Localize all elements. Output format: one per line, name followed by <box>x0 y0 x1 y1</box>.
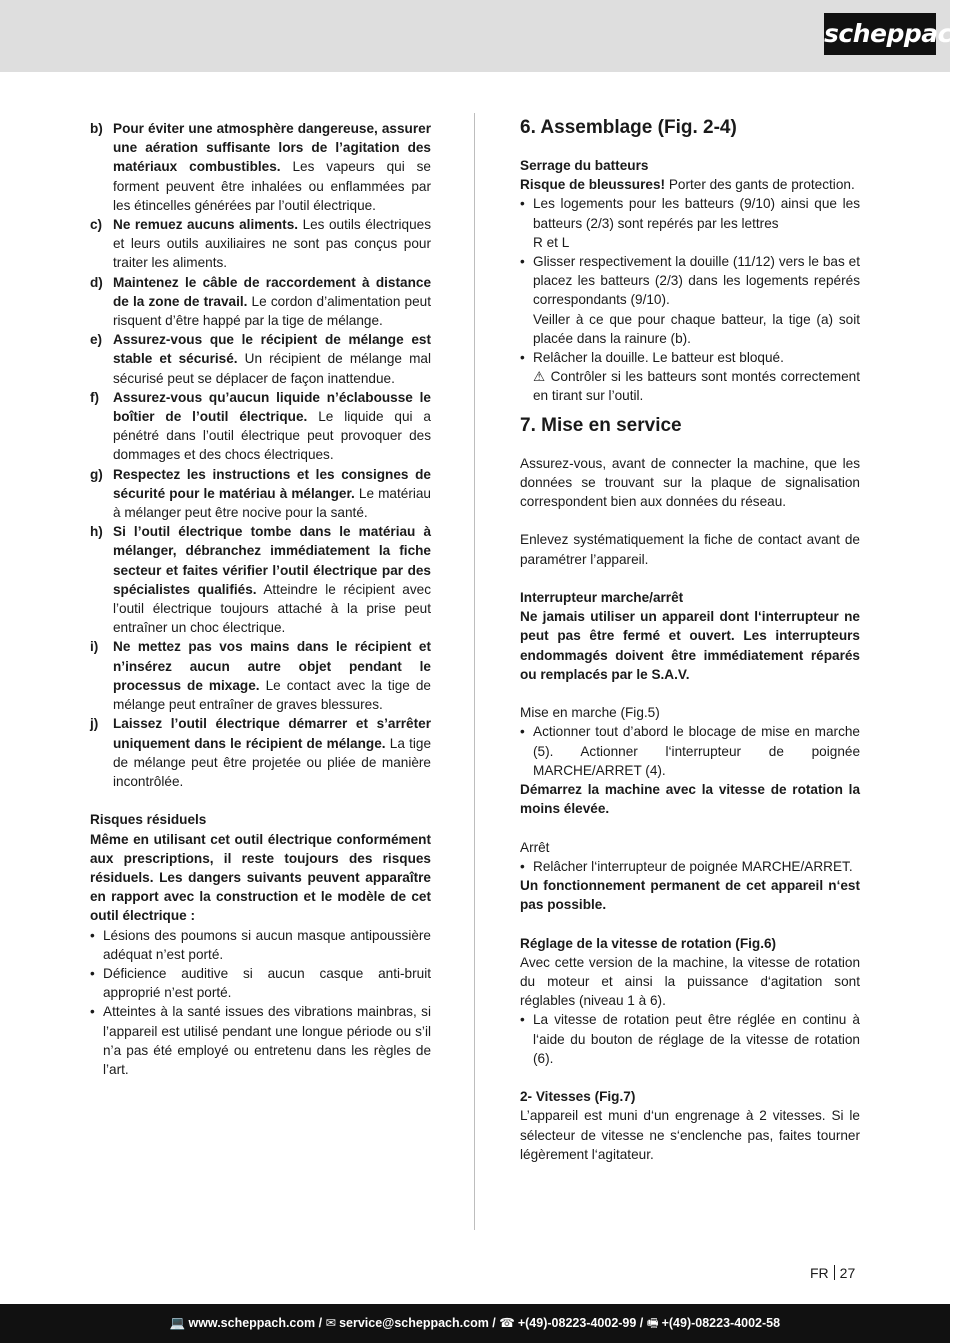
phone-number: +(49)-08223-4002-99 / <box>517 1316 644 1330</box>
fax-icon: 🖷 <box>646 1316 659 1330</box>
on-title: Mise en marche (Fig.5) <box>520 705 660 721</box>
s6-warning: Risque de bleussures! Porter des gants de protection. <box>520 177 855 193</box>
s6-subtitle: Serrage du batteurs <box>520 158 649 173</box>
column-divider <box>474 113 475 1230</box>
list-item: h) Si l’outil électrique tombe dans le matériau à mélanger, débranchez immédiatement la fiche secteur et faites vérifier l’outil électrique par des spécialistes qualifiés. Atteindre le récipient avec l’outil électrique toujours attaché à la prise peut entraîner un choc électrique. <box>90 524 432 636</box>
warning-icon-note: ⚠ Contrôler si les batteurs sont montés correctement en tirant sur l’outil. <box>533 369 860 404</box>
list-item: e) Assurez-vous que le récipient de mélange est stable et sécurisé. Un récipient de mélange mal sécurisé peut se déplacer de façon inattendue. <box>90 332 431 386</box>
speed-title: Réglage de la vitesse de rotation (Fig.6) <box>520 935 777 951</box>
list-item: • La vitesse de rotation peut être réglée en continu à l‘aide du bouton de réglage de la vitesse de rotation (6). <box>520 1012 860 1066</box>
section-6-heading: 6. Assemblage (Fig. 2-4) <box>520 117 737 138</box>
list-item: • Relâcher l‘interrupteur de poignée MARCHE/ARRET. <box>520 858 853 874</box>
residual-risks-intro: Même en utilisant cet outil électrique conformément aux prescriptions, il reste toujours des risques résiduels. Les dangers suivants peuvent apparaître en rapport avec la construction et le modèle de cet outil électrique : <box>90 831 431 924</box>
off-title: Arrêt <box>520 839 550 855</box>
off-note: Un fonctionnement permanent de cet appareil n‘est pas possible. <box>520 878 860 913</box>
switch-warning: Ne jamais utiliser un appareil dont l‘interrupteur ne peut pas être fermé et ouvert. Les interrupteurs endommagés doivent être immédiatement réparés ou remplacés par le S.A.V. <box>520 609 860 682</box>
list-item: • Les logements pour les batteurs (9/10) ainsi que les batteurs (2/3) sont repérés par les lettres R et L <box>520 196 860 250</box>
phone-icon: ☎ <box>499 1316 515 1330</box>
switch-title: Interrupteur marche/arrêt <box>520 590 684 606</box>
page-number: FR 27 <box>810 1265 856 1281</box>
s7-paragraph-1: Assurez-vous, avant de connecter la machine, que les données se trouvant sur la plaque de signalisation correspondent bien aux données du réseau. <box>520 455 860 510</box>
page-header <box>0 0 969 72</box>
list-item: d) Maintenez le câble de raccordement à distance de la zone de travail. Le cordon d’alimentation peut risquent d’être happé par la tige de mélange. <box>90 274 431 329</box>
fax-number: +(49)-08223-4002-58 <box>661 1316 781 1330</box>
list-item: • Atteintes à la santé issues des vibrations mainbras, si l’appareil est utilisé pendant une longue période ou s’il n’a pas été employé ou entretenu dans les règles de l’art. <box>90 1004 431 1077</box>
safety-list <box>90 119 431 791</box>
list-item: c) Ne remuez aucuns aliments. Les outils électriques et leurs outils auxiliaires ne sont pas conçus pour traiter les aliments. <box>90 217 431 271</box>
website-link[interactable]: www.scheppach.com / <box>188 1316 323 1330</box>
speed-paragraph: Avec cette version de la machine, la vitesse de rotation du moteur et ainsi la puissance d‘agitation sont réglables (niveau 1 à 6). <box>520 954 860 1009</box>
computer-icon: 💻 <box>169 1316 186 1330</box>
list-item: • Actionner tout d’abord le blocage de mise en marche (5). Actionner l‘interrupteur de poignée MARCHE/ARRET (4). <box>520 724 860 778</box>
email-link[interactable]: service@scheppach.com / <box>339 1316 496 1330</box>
section-7-heading: 7. Mise en service <box>520 414 682 436</box>
list-item: i) Ne mettez pas vos mains dans le récipient et n’insérez aucun autre objet pendant le processus de mixage. Le contact avec la tige de mélange peut entraîner de graves blessures. <box>90 639 431 713</box>
brand-logo: scheppach <box>824 13 936 55</box>
left-column <box>90 119 431 1079</box>
gear-paragraph: L’appareil est muni d‘un engrenage à 2 vitesses. Si le sélecteur de vitesse ne s‘enclenche pas, faites tourner légèrement l‘agitateur. <box>520 1108 860 1162</box>
list-item: • Glisser respectivement la douille (11/12) vers le bas et placez les batteurs (2/3) dans les logements repérés correspondants (9/10). Veiller à ce que pour chaque batteur, la tige (a) soit placée dans la rainure (b). <box>520 254 860 346</box>
gear-title: 2- Vitesses (Fig.7) <box>520 1089 636 1105</box>
page-footer <box>0 1304 950 1343</box>
s7-paragraph-2: Enlevez systématiquement la fiche de contact avant de paramétrer l’appareil. <box>520 532 860 567</box>
residual-risks-list <box>90 926 431 1080</box>
list-item: f) Assurez-vous qu’aucun liquide n’éclabousse le boîtier de l’outil électrique. Le liquide qui a pénétré dans l’outil électrique peut provoquer des dommages et des chocs électriques. <box>90 389 431 463</box>
residual-risks-title: Risques résiduels <box>90 812 207 828</box>
list-item: • Relâcher la douille. Le batteur est bloqué. ⚠ Contrôler si les batteurs sont montés correctement en tirant sur l’outil. <box>520 350 860 404</box>
email-icon: ✉ <box>325 1316 337 1330</box>
list-item: b) Pour éviter une atmosphère dangereuse, assurer une aération suffisante lors de l’agitation des matériaux combustibles. Les vapeurs qui se forment peuvent être inhalées ou enflammées par les étincelles générées par l’outil électrique. <box>90 121 431 213</box>
list-item: j) Laissez l’outil électrique démarrer et s’arrêter uniquement dans le récipient de mélange. La tige de mélange peut être projetée ou pliée de manière incontrôlée. <box>90 716 432 789</box>
list-item: • Déficience auditive si aucun casque anti-bruit approprié n’est porté. <box>90 965 431 1001</box>
on-note: Démarrez la machine avec la vitesse de rotation la moins élevée. <box>520 782 860 817</box>
list-item: g) Respectez les instructions et les consignes de sécurité pour le matériau à mélanger. Le matériau à mélanger peut être nocive pour la santé. <box>90 466 431 521</box>
list-item: • Lésions des poumons si aucun masque antipoussière adéquat n’est porté. <box>90 927 431 962</box>
right-column <box>520 119 860 1164</box>
